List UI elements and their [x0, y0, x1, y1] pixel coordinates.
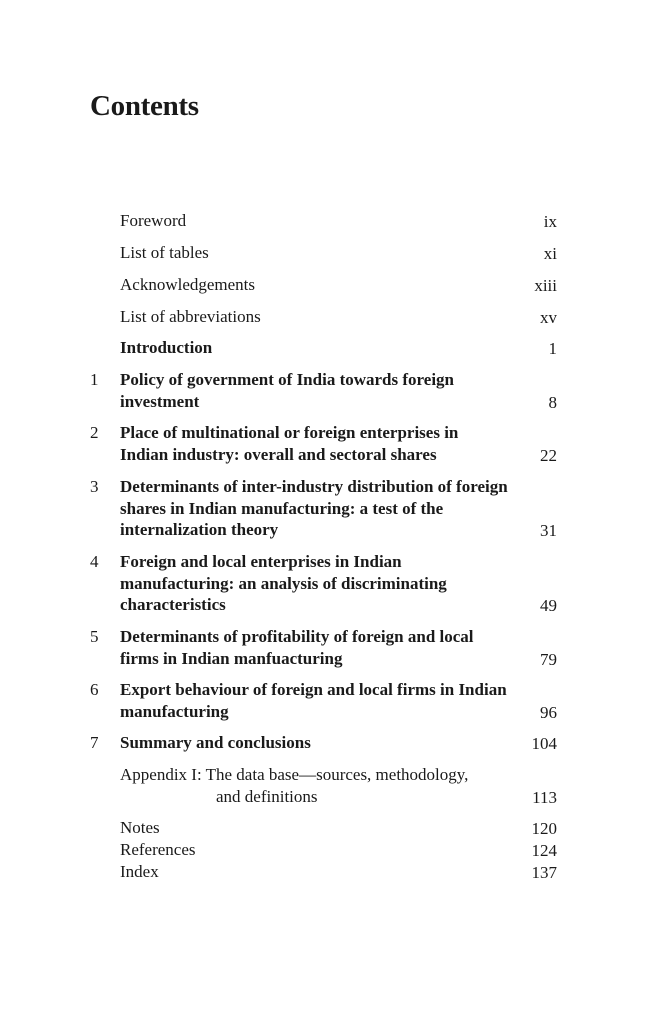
entry-page: 1: [548, 338, 557, 358]
entry-title: List of abbreviations: [120, 307, 261, 326]
toc-chapter-6[interactable]: [0, 679, 660, 723]
chapter-number: 5: [90, 627, 99, 646]
toc-chapter-7[interactable]: [0, 732, 660, 754]
entry-page: xi: [543, 243, 557, 263]
entry-title: Foreword: [120, 211, 187, 230]
chapter-page: 31: [540, 520, 557, 540]
appendix-line-1: Appendix I: The data base—sources, methodology,: [120, 765, 469, 784]
toc-entry-introduction[interactable]: [0, 337, 660, 359]
entry-page: 120: [531, 818, 557, 838]
chapter-page: 8: [548, 392, 557, 412]
entry-page: 137: [531, 862, 557, 882]
chapter-title: Foreign and local enterprises in Indian manufacturing: an analysis of discriminating characteristics: [120, 552, 447, 614]
entry-title: Notes: [120, 818, 160, 837]
toc-chapter-5[interactable]: [0, 626, 660, 670]
chapter-page: 22: [540, 445, 557, 465]
appendix-line-2: and definitions: [216, 786, 318, 806]
toc-chapter-4[interactable]: [0, 551, 660, 616]
page-title: Contents: [90, 90, 199, 122]
chapter-page: 96: [540, 702, 557, 722]
entry-page: 124: [531, 840, 557, 860]
chapter-title: Summary and conclusions: [120, 733, 311, 752]
toc-entry-acknowledgements[interactable]: [0, 274, 660, 296]
entry-page: xv: [540, 307, 557, 327]
chapter-title: Export behaviour of foreign and local firms in Indian manufacturing: [120, 680, 507, 721]
chapter-title: Determinants of inter-industry distribution of foreign shares in Indian manufacturing: a test of the internalization theory: [120, 477, 508, 539]
chapter-title: Policy of government of India towards foreign investment: [120, 370, 454, 411]
chapter-number: 3: [90, 477, 99, 496]
entry-title: Introduction: [120, 338, 213, 357]
entry-page: 113: [532, 787, 557, 807]
toc-entry-appendix[interactable]: [0, 764, 660, 808]
chapter-number: 4: [90, 552, 99, 571]
toc-entry-references[interactable]: [0, 839, 660, 861]
chapter-number: 1: [90, 370, 99, 389]
entry-page: ix: [543, 211, 557, 231]
chapter-page: 49: [540, 595, 557, 615]
chapter-page: 79: [540, 649, 557, 669]
entry-title: Index: [120, 862, 159, 881]
chapter-number: 7: [90, 733, 99, 752]
toc-entry-notes[interactable]: [0, 817, 660, 839]
toc-entry-foreword[interactable]: [0, 210, 660, 232]
chapter-number: 2: [90, 423, 99, 442]
entry-title: List of tables: [120, 243, 209, 262]
toc-chapter-1[interactable]: [0, 369, 660, 413]
toc-entry-index[interactable]: [0, 861, 660, 883]
toc-chapter-2[interactable]: [0, 422, 660, 466]
toc-entry-list-of-abbreviations[interactable]: [0, 306, 660, 328]
entry-title: References: [120, 840, 196, 859]
entry-title: Acknowledgements: [120, 275, 256, 294]
chapter-title: Determinants of profitability of foreign and local firms in Indian manfuacturing: [120, 627, 474, 668]
chapter-page: 104: [531, 733, 557, 753]
chapter-number: 6: [90, 680, 99, 699]
entry-page: xiii: [534, 275, 557, 295]
toc-entry-list-of-tables[interactable]: [0, 242, 660, 264]
chapter-title: Place of multinational or foreign enterprises in Indian industry: overall and sectoral shares: [120, 423, 459, 464]
toc-chapter-3[interactable]: [0, 476, 660, 541]
entry-title: [120, 764, 540, 807]
